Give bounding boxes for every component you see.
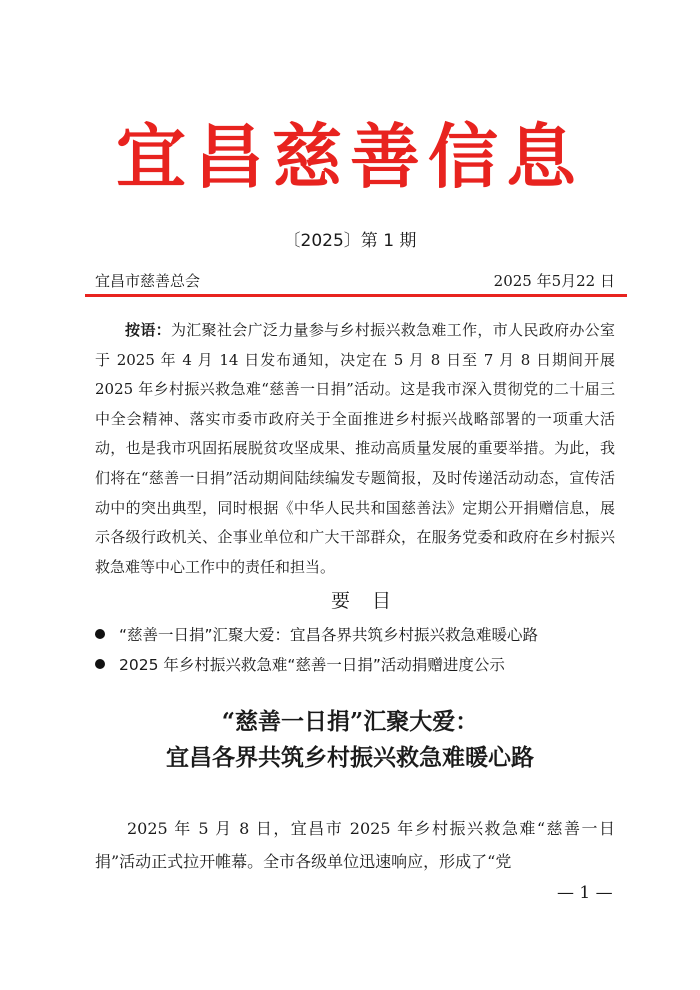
- editor-note: [95, 316, 615, 582]
- editor-note-text: 为汇聚社会广泛力量参与乡村振兴救急难工作，市人民政府办公室于 2025 年 4 月 14 日发布通知，决定在 5 月 8 日至 7 月 8 日期间开展 2025 年乡村振兴救急难“慈善一日捐”活动。这是我市深入贯彻党的二十届三中全会精神、落实市委市政府关于全面推进乡村振兴战略部署的一项重大活动，也是我市巩固拓展脱贫攻坚成果、推动高质量发展的重要举措。为此，我们将在“慈善一日捐”活动期间陆续编发专题简报，及时传递活动动态，宣传活动中的突出典型，同时根据《中华人民共和国慈善法》定期公开捐赠信息，展示各级行政机关、企事业单位和广大干部群众，在服务党委和政府在乡村振兴救急难等中心工作中的责任和担当。: [95, 321, 615, 576]
- article-title-line-2: 宜昌各界共筑乡村振兴救急难暖心路: [166, 744, 534, 771]
- contents-heading: 要目: [330, 590, 413, 612]
- bullet-icon: [95, 629, 105, 639]
- masthead-title: 宜昌慈善信息: [116, 116, 584, 198]
- article-title: [0, 704, 700, 776]
- publish-date: 2025 年5月22 日: [493, 272, 615, 290]
- article-title-line-1: “慈善一日捐”汇聚大爱：: [221, 708, 479, 735]
- page-number: — 1 —: [557, 883, 613, 903]
- article-body: 2025 年 5 月 8 日，宜昌市 2025 年乡村振兴救急难“慈善一日捐”活动正式拉开帷幕。全市各级单位迅速响应，形成了“党: [95, 819, 615, 871]
- contents-item-label: 2025 年乡村振兴救急难“慈善一日捐”活动捐赠进度公示: [119, 656, 505, 674]
- red-divider: [85, 294, 627, 297]
- contents-item[interactable]: [95, 620, 635, 650]
- publisher-org: 宜昌市慈善总会: [95, 272, 201, 290]
- issue-number: 〔2025〕第 1 期: [283, 231, 417, 251]
- contents-list: [95, 620, 635, 680]
- editor-note-label: 按语：: [125, 321, 171, 339]
- contents-item[interactable]: [95, 650, 635, 680]
- contents-item-label: “慈善一日捐”汇聚大爱：宜昌各界共筑乡村振兴救急难暖心路: [119, 626, 539, 644]
- bullet-icon: [95, 659, 105, 669]
